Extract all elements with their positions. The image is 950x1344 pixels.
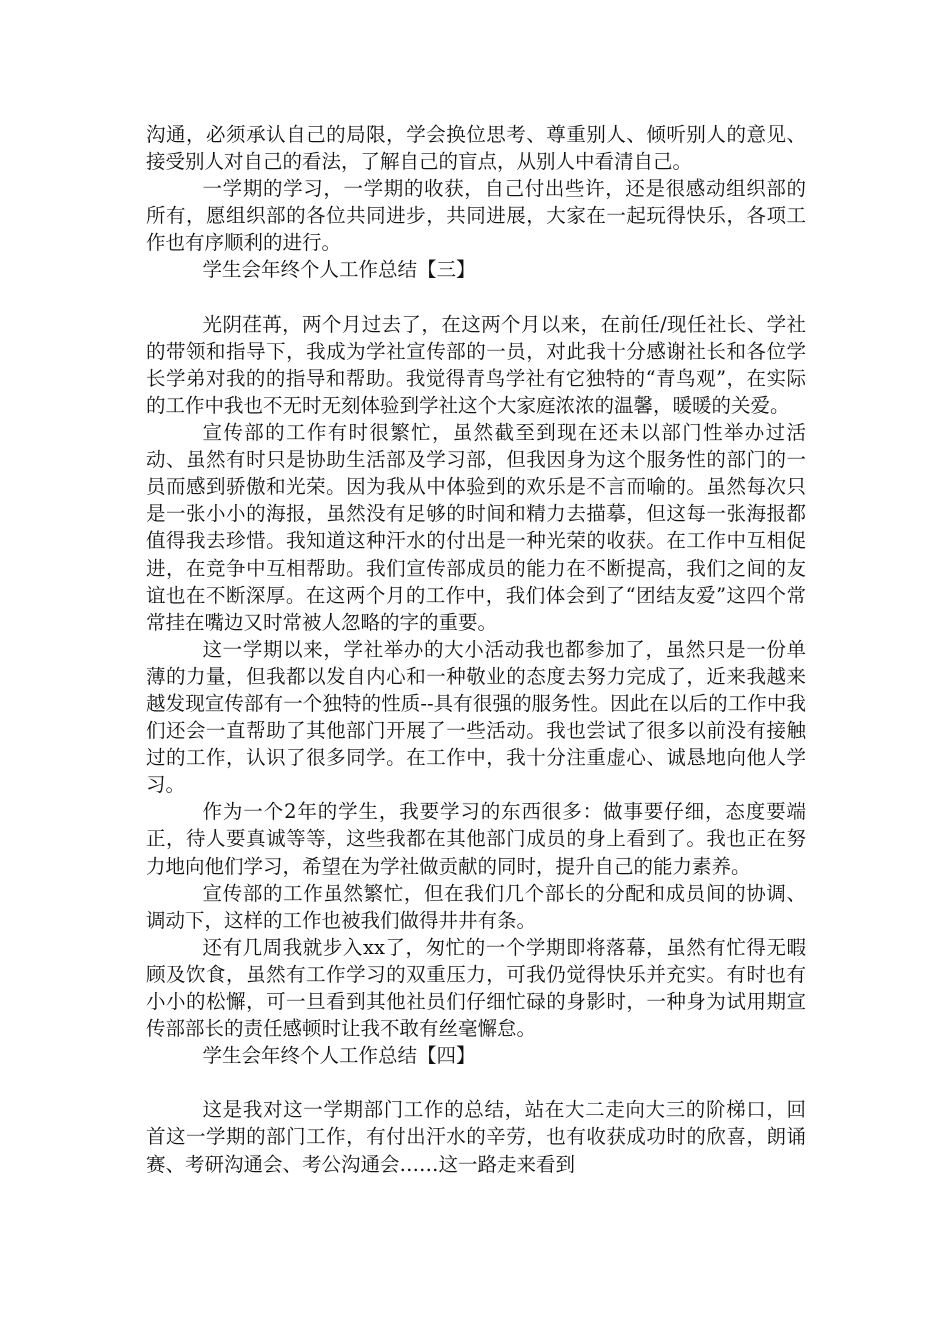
paragraph: 还有几周我就步入xx了，匆忙的一个学期即将落幕，虽然有忙得无暇顾及饮食，虽然有工作学习的双重压力，可我仍觉得快乐并充实。有时也有小小的松懈，可一旦看到其他社员们仔细忙碌的身影时，一种身为试用期宣传部部长的责任感顿时让我不敢有丝毫懈怠。 xyxy=(146,935,806,1041)
paragraph: 光阴荏苒，两个月过去了，在这两个月以来，在前任/现任社长、学社的带领和指导下，我成为学社宣传部的一员，对此我十分感谢社长和各位学长学弟对我的的指导和帮助。我觉得青鸟学社有它独特的“青鸟观”，在实际的工作中我也不无时无刻体验到学社这个大家庭浓浓的温馨，暖暖的关爱。 xyxy=(146,312,806,417)
section-heading-3: 学生会年终个人工作总结【三】 xyxy=(202,258,476,282)
paragraph: 宣传部的工作有时很繁忙，虽然截至到现在还未以部门性举办过活动、虽然有时只是协助生活部及学习部，但我因身为这个服务性的部门的一员而感到骄傲和光荣。因为我从中体验到的欢乐是不言而喻的。虽然每次只是一张小小的海报，虽然没有足够的时间和精力去描摹，但这每一张海报都值得我去珍惜。我知道这种汗水的付出是一种光荣的收获。在工作中互相促进，在竞争中互相帮助。我们宣传部成员的能力在不断提高，我们之间的友谊也在不断深厚。在这两个月的工作中，我们体会到了“团结友爱”这四个常常挂在嘴边又时常被人忽略的字的重要。 xyxy=(146,421,806,634)
paragraph-continuation: 沟通，必须承认自己的局限，学会换位思考、尊重别人、倾听别人的意见、接受别人对自己的看法，了解自己的盲点，从别人中看清自己。 xyxy=(146,123,806,174)
blank-line xyxy=(146,284,806,311)
document-page xyxy=(146,121,806,1178)
paragraph: 宣传部的工作虽然繁忙，但在我们几个部长的分配和成员间的协调、调动下，这样的工作也被我们做得井井有条。 xyxy=(146,881,806,932)
section-heading-4: 学生会年终个人工作总结【四】 xyxy=(202,1044,476,1068)
paragraph-closing: 一学期的学习，一学期的收获，自己付出些许，还是很感动组织部的所有，愿组织部的各位共同进步，共同进展，大家在一起玩得快乐，各项工作也有序顺利的进行。 xyxy=(146,177,806,255)
paragraph: 这是我对这一学期部门工作的总结，站在大二走向大三的阶梯口，回首这一学期的部门工作，有付出汗水的辛劳，也有收获成功时的欣喜，朗诵赛、考研沟通会、考公沟通会……这一路走来看到 xyxy=(146,1098,806,1176)
blank-line xyxy=(146,1069,806,1096)
paragraph: 这一学期以来，学社举办的大小活动我也都参加了，虽然只是一份单薄的力量，但我都以发自内心和一种敬业的态度去努力完成了，近来我越来越发现宣传部有一个独特的性质--具有很强的服务性。因此在以后的工作中我们还会一直帮助了其他部门开展了一些活动。我也尝试了很多以前没有接触过的工作，认识了很多同学。在工作中，我十分注重虚心、诚恳地向他人学习。 xyxy=(146,637,806,797)
paragraph: 作为一个2年的学生，我要学习的东西很多：做事要仔细，态度要端正，待人要真诚等等，这些我都在其他部门成员的身上看到了。我也正在努力地向他们学习，希望在为学社做贡献的同时，提升自己的能力素养。 xyxy=(146,800,806,878)
